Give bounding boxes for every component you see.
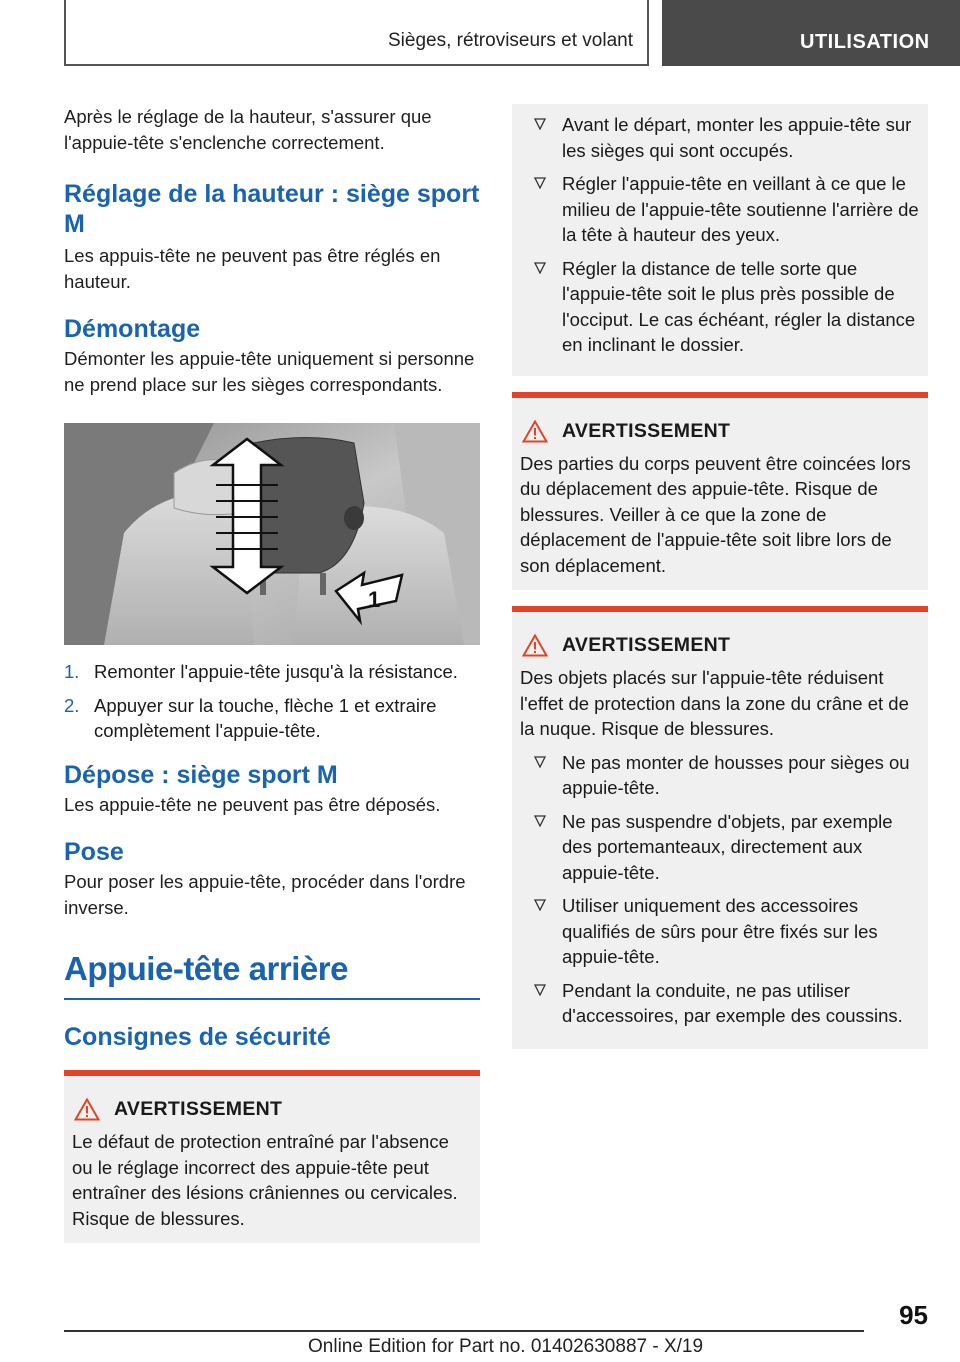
page-number: 95 bbox=[899, 1300, 928, 1330]
warning-box-2 bbox=[512, 392, 928, 591]
warning-header bbox=[520, 420, 920, 443]
triangle-bullet-icon bbox=[534, 899, 546, 911]
headrest-illustration bbox=[64, 423, 480, 645]
heading-safety: Consignes de sécurité bbox=[64, 1023, 331, 1051]
safety-bullet-list bbox=[520, 112, 920, 358]
warning-title: AVERTISSEMENT bbox=[562, 419, 731, 442]
left-column bbox=[64, 104, 480, 1243]
step-item bbox=[64, 693, 480, 744]
warning-triangle-icon bbox=[74, 1098, 100, 1121]
triangle-bullet-icon bbox=[534, 262, 546, 274]
bullet-text: Ne pas monter de housses pour sièges ou appuie-tête. bbox=[562, 751, 910, 798]
list-item bbox=[520, 978, 920, 1029]
paragraph-pose: Pour poser les appuie-tête, procéder dans l'ordre inverse. bbox=[64, 871, 466, 918]
bullet-text: Régler la distance de telle sorte que l'appuie-tête soit le plus près possible de l'occiput. Le cas échéant, régler la distance en inclinant le dossier. bbox=[562, 257, 916, 355]
header-chapter-frame bbox=[64, 0, 649, 66]
heading-rule bbox=[64, 998, 480, 1000]
figure-callout-number: 1 bbox=[368, 587, 381, 612]
step-text: Remonter l'appuie-tête jusqu'à la résistance. bbox=[94, 661, 458, 682]
footer-rule bbox=[64, 1330, 864, 1332]
warning-title: AVERTISSEMENT bbox=[114, 1098, 283, 1120]
bullet-text: Avant le départ, monter les appuie-tête sur les sièges qui sont occupés. bbox=[562, 114, 912, 161]
bullet-text: Utiliser uniquement des accessoires qualifiés de sûrs pour être fixés sur les appuie-tête. bbox=[562, 895, 878, 967]
step-number: 2. bbox=[64, 694, 80, 716]
step-item bbox=[64, 659, 480, 685]
paragraph-removal: Démonter les appuie-tête uniquement si personne ne prend place sur les sièges correspondants. bbox=[64, 348, 475, 395]
paragraph-height-sport: Les appuis-tête ne peuvent pas être réglés en hauteur. bbox=[64, 245, 441, 292]
footer-edition: Online Edition for Part no. 01402630887 - X/19 bbox=[308, 1336, 704, 1357]
paragraph-depose-sport: Les appuie-tête ne peuvent pas être déposés. bbox=[64, 793, 441, 815]
triangle-bullet-icon bbox=[534, 756, 546, 768]
step-number: 1. bbox=[64, 661, 80, 682]
warning-triangle-icon bbox=[522, 420, 548, 443]
triangle-bullet-icon bbox=[534, 177, 546, 189]
list-item bbox=[520, 809, 920, 886]
removal-steps bbox=[64, 659, 480, 744]
bullet-text: Pendant la conduite, ne pas utiliser d'accessoires, par exemple des coussins. bbox=[562, 979, 903, 1026]
bullet-text: Régler l'appuie-tête en veillant à ce que le milieu de l'appuie-tête soutienne l'arrière de la tête à hauteur des yeux. bbox=[562, 173, 919, 245]
triangle-bullet-icon bbox=[534, 815, 546, 827]
warning-text: Le défaut de protection entraîné par l'absence ou le réglage incorrect des appuie-tête peut entraîner des lésions crâniennes ou cervicales. Risque de blessures. bbox=[72, 1131, 458, 1229]
right-column bbox=[512, 104, 928, 1049]
warning-box-1 bbox=[64, 1070, 480, 1243]
step-text: Appuyer sur la touche, flèche 1 et extraire complètement l'appuie-tête. bbox=[94, 694, 437, 741]
headrest-removal-figure bbox=[64, 423, 480, 645]
triangle-bullet-icon bbox=[534, 118, 546, 130]
header-chapter-title: Sièges, rétroviseurs et volant bbox=[387, 30, 633, 51]
warning-text: Des objets placés sur l'appuie-tête réduisent l'effet de protection dans la zone du crâne et de la nuque. Risque de blessures. bbox=[520, 667, 909, 739]
warning-header bbox=[520, 634, 920, 657]
heading-depose-sport: Dépose : siège sport M bbox=[64, 760, 338, 789]
heading-removal: Démontage bbox=[64, 315, 201, 343]
heading-height-sport: Réglage de la hauteur : siège sport M bbox=[64, 180, 480, 238]
warning-text: Des parties du corps peuvent être coincées lors du déplacement des appuie-tête. Risque de blessures. Veiller à ce que la zone de déplacement de l'appuie-tête soit libre lors de son déplacement. bbox=[520, 452, 911, 576]
warning-triangle-icon bbox=[522, 634, 548, 657]
warning-header bbox=[72, 1098, 472, 1121]
warning-bullet-list bbox=[520, 750, 920, 1029]
list-item bbox=[520, 750, 920, 801]
bullet-text: Ne pas suspendre d'objets, par exemple des portemanteaux, directement aux appuie-tête. bbox=[562, 810, 893, 883]
header-section-tab bbox=[662, 0, 960, 66]
header-section-title: UTILISATION bbox=[800, 31, 930, 53]
list-item bbox=[520, 893, 920, 970]
warning-title: AVERTISSEMENT bbox=[562, 634, 731, 656]
triangle-bullet-icon bbox=[534, 984, 546, 996]
list-item bbox=[520, 256, 920, 358]
intro-paragraph: Après le réglage de la hauteur, s'assurer que l'appuie-tête s'enclenche correctement. bbox=[64, 106, 432, 153]
safety-bullets-box bbox=[512, 104, 928, 376]
list-item bbox=[520, 112, 920, 163]
heading-pose: Pose bbox=[64, 838, 124, 866]
warning-box-3 bbox=[512, 606, 928, 1049]
list-item bbox=[520, 171, 920, 248]
heading-rear-headrest: Appuie-tête arrière bbox=[64, 950, 348, 987]
